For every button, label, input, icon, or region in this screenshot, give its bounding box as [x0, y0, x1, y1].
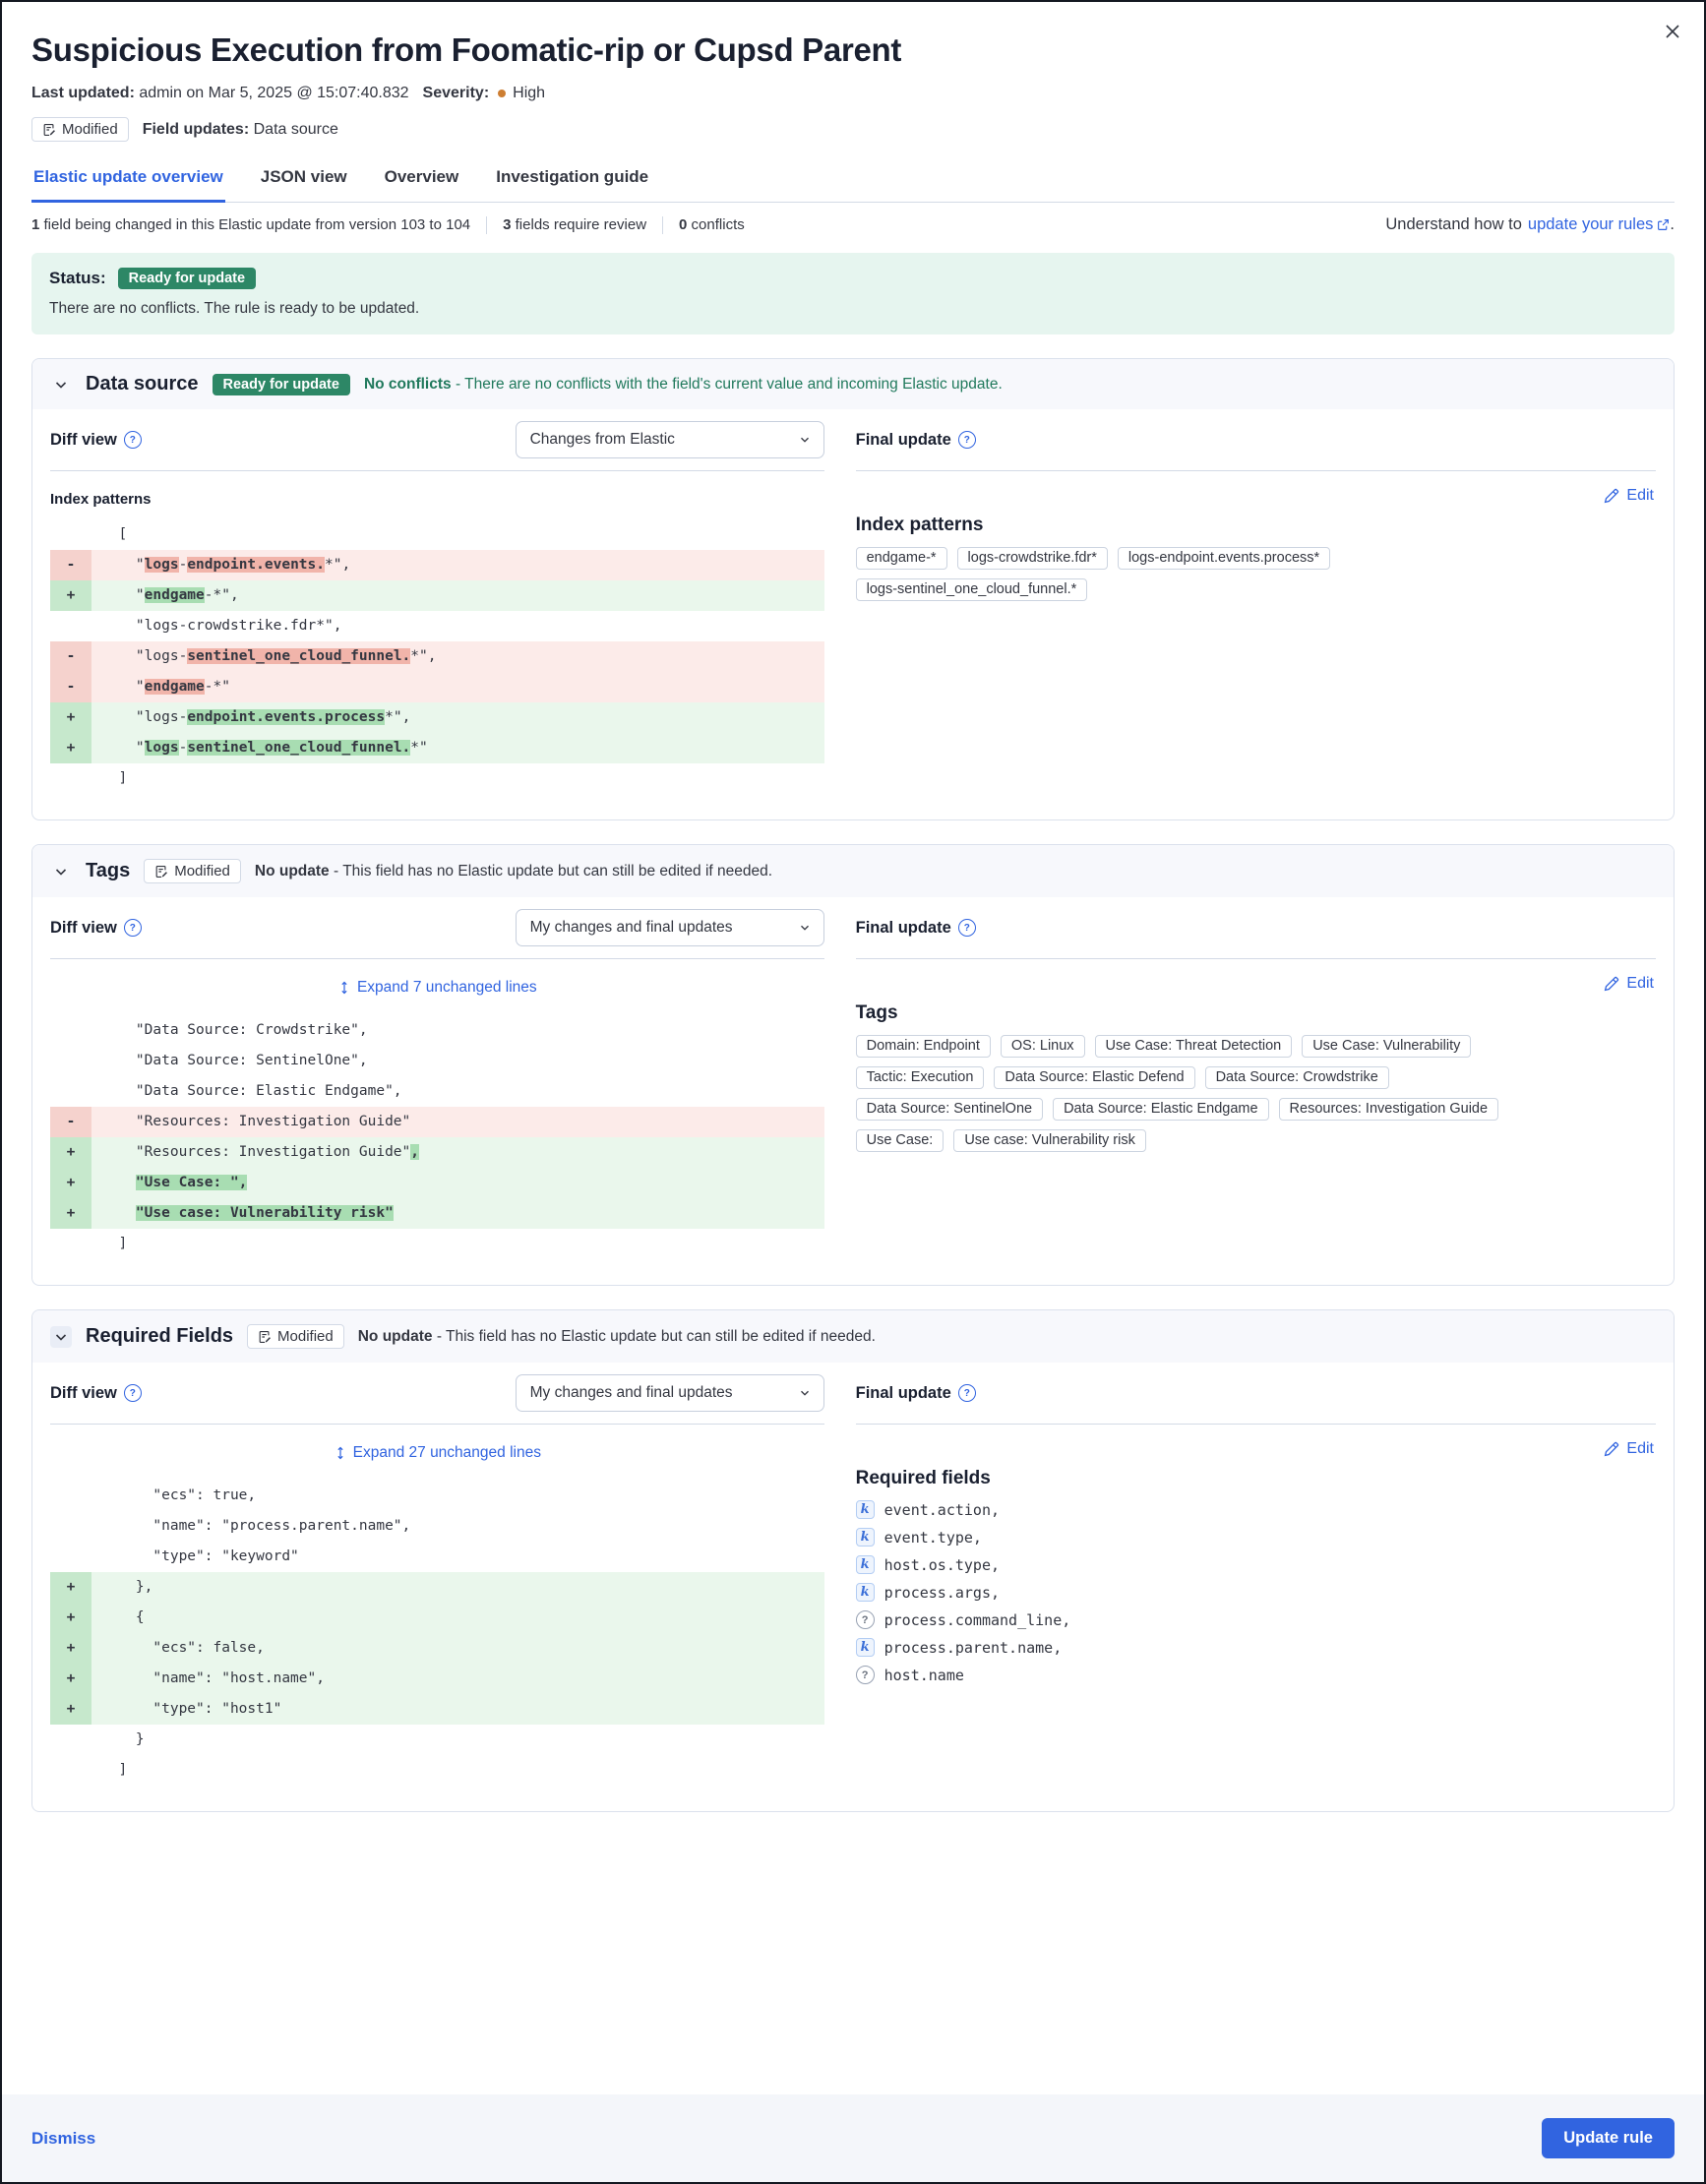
- rule-meta: [31, 85, 1675, 102]
- section-status: No conflicts - There are no conflicts with the field's current value and incoming Elastic update.: [363, 375, 1003, 393]
- external-link-icon: [1657, 218, 1670, 231]
- value-badge: logs-endpoint.events.process*: [1118, 547, 1330, 570]
- diff-line: }: [50, 1725, 824, 1755]
- help-icon[interactable]: ?: [958, 431, 976, 449]
- section-required-fields-header[interactable]: [32, 1310, 1674, 1363]
- diff-line: "ecs": true,: [50, 1481, 824, 1511]
- field-name: host.os.type,: [883, 1555, 1001, 1574]
- expand-vertical-icon: [337, 981, 351, 995]
- value-badge: Use case: Vulnerability risk: [953, 1129, 1146, 1152]
- index-patterns-diff: [50, 519, 824, 794]
- required-field-item: [856, 1610, 1656, 1629]
- diff-line: "logs-crowdstrike.fdr*",: [50, 611, 824, 641]
- tags-heading: Tags: [855, 1002, 898, 1023]
- value-badge: Tactic: Execution: [856, 1066, 985, 1089]
- diff-gutter: +: [50, 1694, 91, 1725]
- tab-overview[interactable]: Overview: [384, 167, 459, 186]
- keyword-token-icon: k: [856, 1555, 875, 1574]
- value-badge: Use Case: Vulnerability: [1302, 1035, 1471, 1058]
- field-name: host.name: [883, 1666, 964, 1684]
- required-field-item: [856, 1500, 1656, 1519]
- keyword-token-icon: k: [856, 1638, 875, 1657]
- diff-gutter: +: [50, 1137, 91, 1168]
- field-name: event.action,: [883, 1500, 1001, 1519]
- diff-line: - "endgame-*": [50, 672, 824, 702]
- value-badge: Resources: Investigation Guide: [1279, 1098, 1499, 1121]
- unknown-token-icon: ?: [856, 1610, 875, 1629]
- document-edit-icon: [42, 123, 56, 137]
- diff-gutter: +: [50, 1198, 91, 1229]
- required-field-item: [856, 1528, 1656, 1547]
- diff-view-label: Diff view ?: [50, 1384, 142, 1403]
- divider: [486, 216, 487, 234]
- required-field-item: [856, 1583, 1656, 1602]
- section-data-source: [31, 358, 1675, 820]
- required-field-item: [856, 1666, 1656, 1684]
- diff-gutter: +: [50, 1603, 91, 1633]
- diff-line: "Data Source: Elastic Endgame",: [50, 1076, 824, 1107]
- diff-line: + "Use Case: ",: [50, 1168, 824, 1198]
- diff-line: "Data Source: SentinelOne",: [50, 1046, 824, 1076]
- help-icon[interactable]: ?: [124, 919, 142, 937]
- diff-view-select[interactable]: My changes and final updates: [516, 909, 824, 946]
- final-update-label: Final update ?: [856, 1384, 976, 1403]
- diff-gutter: [50, 1511, 91, 1542]
- ready-for-update-badge: Ready for update: [213, 374, 350, 395]
- field-name: event.type,: [883, 1528, 982, 1547]
- section-status: No update - This field has no Elastic update but can still be edited if needed.: [254, 862, 773, 880]
- tab-json-view[interactable]: JSON view: [260, 167, 347, 186]
- update-stats-bar: [31, 203, 1675, 249]
- help-icon[interactable]: ?: [958, 1384, 976, 1402]
- chevron-down-icon: [798, 433, 812, 447]
- update-rule-button[interactable]: Update rule: [1542, 2118, 1675, 2158]
- chevron-down-icon: [50, 374, 72, 395]
- chevron-down-icon: [50, 1326, 72, 1348]
- diff-line: + },: [50, 1572, 824, 1603]
- final-update-label: Final update ?: [856, 919, 976, 938]
- diff-line: [: [50, 519, 824, 550]
- diff-line: + "logs-endpoint.events.process*",: [50, 702, 824, 733]
- diff-gutter: +: [50, 733, 91, 763]
- section-title: Data source: [86, 373, 199, 394]
- keyword-token-icon: k: [856, 1528, 875, 1547]
- document-edit-icon: [154, 865, 168, 879]
- help-icon[interactable]: ?: [124, 431, 142, 449]
- tabs-bar: [31, 165, 1675, 203]
- modified-badge: Modified: [247, 1324, 344, 1349]
- last-updated-value: admin on Mar 5, 2025 @ 15:07:40.832: [139, 85, 409, 101]
- diff-view-select[interactable]: My changes and final updates: [516, 1374, 824, 1412]
- value-badge: OS: Linux: [1001, 1035, 1085, 1058]
- pencil-icon: [1604, 976, 1619, 992]
- field-name: process.args,: [883, 1583, 1001, 1602]
- help-icon[interactable]: ?: [958, 919, 976, 937]
- section-tags: [31, 844, 1675, 1286]
- diff-gutter: -: [50, 550, 91, 580]
- close-icon: [1665, 24, 1680, 39]
- diff-line: "name": "process.parent.name",: [50, 1511, 824, 1542]
- stat-fields-changed: 1 field being changed in this Elastic update from version 103 to 104: [31, 216, 471, 233]
- diff-gutter: [50, 1755, 91, 1786]
- tags-diff: [50, 1015, 824, 1259]
- diff-view-select[interactable]: Changes from Elastic: [516, 421, 824, 458]
- chevron-down-icon: [50, 861, 72, 882]
- diff-gutter: [50, 1046, 91, 1076]
- section-required-fields: [31, 1309, 1675, 1812]
- diff-line: ]: [50, 1229, 824, 1259]
- keyword-token-icon: k: [856, 1500, 875, 1519]
- field-name: process.parent.name,: [883, 1638, 1063, 1657]
- diff-gutter: [50, 519, 91, 550]
- diff-gutter: [50, 763, 91, 794]
- unknown-token-icon: ?: [856, 1666, 875, 1684]
- diff-line: "type": "keyword": [50, 1542, 824, 1572]
- diff-gutter: [50, 611, 91, 641]
- value-badge: logs-crowdstrike.fdr*: [957, 547, 1108, 570]
- ready-for-update-badge: Ready for update: [118, 268, 256, 289]
- diff-gutter: [50, 1015, 91, 1046]
- section-data-source-header[interactable]: [32, 359, 1674, 409]
- diff-gutter: [50, 1229, 91, 1259]
- modified-badge: Modified: [144, 859, 241, 883]
- page-title: Suspicious Execution from Foomatic-rip or Cupsd Parent: [31, 31, 902, 68]
- field-updates: Field updates: Data source: [142, 120, 338, 138]
- stat-conflicts: 0 conflicts: [679, 216, 745, 233]
- diff-gutter: [50, 1481, 91, 1511]
- diff-line: - "logs-endpoint.events.*",: [50, 550, 824, 580]
- diff-line: ]: [50, 1755, 824, 1786]
- diff-gutter: -: [50, 1107, 91, 1137]
- diff-gutter: +: [50, 1664, 91, 1694]
- diff-gutter: [50, 1542, 91, 1572]
- value-badge: Data Source: Elastic Endgame: [1053, 1098, 1268, 1121]
- severity-label: Severity:: [422, 85, 490, 101]
- diff-gutter: [50, 1076, 91, 1107]
- flyout-footer: [2, 2094, 1704, 2182]
- diff-gutter: +: [50, 1572, 91, 1603]
- stat-fields-require-review: 3 fields require review: [503, 216, 647, 233]
- chevron-down-icon: [798, 1386, 812, 1400]
- update-your-rules-link[interactable]: update your rules: [1528, 215, 1671, 234]
- value-badge: Domain: Endpoint: [856, 1035, 991, 1058]
- status-message: There are no conflicts. The rule is ready to be updated.: [49, 300, 420, 317]
- value-badge: Data Source: Elastic Defend: [994, 1066, 1194, 1089]
- diff-line: - "logs-sentinel_one_cloud_funnel.*",: [50, 641, 824, 672]
- diff-view-label: Diff view ?: [50, 431, 142, 450]
- edit-button[interactable]: Edit: [1604, 1440, 1654, 1458]
- diff-line: ]: [50, 763, 824, 794]
- keyword-token-icon: k: [856, 1583, 875, 1602]
- section-tags-header[interactable]: [32, 845, 1674, 897]
- diff-gutter: -: [50, 672, 91, 702]
- pencil-icon: [1604, 1441, 1619, 1457]
- expand-unchanged-lines-link[interactable]: Expand 7 unchanged lines: [337, 979, 537, 997]
- required-field-item: [856, 1555, 1656, 1574]
- dismiss-button[interactable]: Dismiss: [31, 2128, 96, 2148]
- diff-line: + "ecs": false,: [50, 1633, 824, 1664]
- modified-badge: Modified: [31, 117, 129, 142]
- last-updated-label: Last updated:: [31, 85, 135, 101]
- severity-value: High: [513, 85, 546, 101]
- diff-gutter: +: [50, 580, 91, 611]
- diff-line: + {: [50, 1603, 824, 1633]
- divider: [662, 216, 663, 234]
- diff-line: + "Use case: Vulnerability risk": [50, 1198, 824, 1229]
- diff-line: + "logs-sentinel_one_cloud_funnel.*": [50, 733, 824, 763]
- section-title: Required Fields: [86, 1325, 234, 1347]
- index-patterns-heading: Index patterns: [855, 515, 984, 535]
- edit-button[interactable]: Edit: [1604, 487, 1654, 505]
- value-badge: endgame-*: [856, 547, 947, 570]
- pencil-icon: [1604, 488, 1619, 504]
- chevron-down-icon: [798, 921, 812, 935]
- required-fields-list: [856, 1500, 1656, 1684]
- value-badge: Data Source: Crowdstrike: [1205, 1066, 1389, 1089]
- status-callout: [31, 253, 1675, 334]
- help-icon[interactable]: ?: [124, 1384, 142, 1402]
- value-badge: logs-sentinel_one_cloud_funnel.*: [856, 578, 1088, 601]
- diff-gutter: -: [50, 641, 91, 672]
- tab-investigation-guide[interactable]: Investigation guide: [496, 167, 649, 186]
- tags-list: [856, 1035, 1525, 1152]
- diff-view-label: Diff view ?: [50, 919, 142, 938]
- diff-line: - "Resources: Investigation Guide": [50, 1107, 824, 1137]
- diff-gutter: [50, 1725, 91, 1755]
- edit-button[interactable]: Edit: [1604, 975, 1654, 993]
- diff-field-title: Index patterns: [50, 491, 152, 508]
- expand-vertical-icon: [334, 1446, 347, 1460]
- section-status: No update - This field has no Elastic update but can still be edited if needed.: [357, 1327, 876, 1345]
- final-update-label: Final update ?: [856, 431, 976, 450]
- severity-high-dot-icon: [498, 90, 506, 97]
- required-fields-heading: Required fields: [855, 1468, 991, 1488]
- close-button[interactable]: [1659, 18, 1686, 45]
- tab-elastic-update-overview[interactable]: Elastic update overview: [31, 165, 225, 202]
- required-field-item: [856, 1638, 1656, 1657]
- diff-line: + "name": "host.name",: [50, 1664, 824, 1694]
- diff-gutter: +: [50, 702, 91, 733]
- value-badge: Use Case: Threat Detection: [1095, 1035, 1293, 1058]
- diff-line: + "endgame-*",: [50, 580, 824, 611]
- diff-line: + "type": "host1": [50, 1694, 824, 1725]
- field-name: process.command_line,: [883, 1610, 1071, 1629]
- value-badge: Use Case:: [856, 1129, 944, 1152]
- value-badge: Data Source: SentinelOne: [856, 1098, 1043, 1121]
- diff-line: + "Resources: Investigation Guide",: [50, 1137, 824, 1168]
- expand-unchanged-lines-link[interactable]: Expand 27 unchanged lines: [334, 1444, 541, 1462]
- help-text: Understand how to update your rules .: [1385, 215, 1675, 233]
- section-title: Tags: [86, 860, 131, 881]
- diff-gutter: +: [50, 1168, 91, 1198]
- diff-gutter: +: [50, 1633, 91, 1664]
- document-edit-icon: [258, 1330, 272, 1344]
- index-patterns-list: [856, 547, 1525, 601]
- status-label: Status:: [49, 269, 106, 287]
- diff-line: "Data Source: Crowdstrike",: [50, 1015, 824, 1046]
- required-fields-diff: [50, 1481, 824, 1786]
